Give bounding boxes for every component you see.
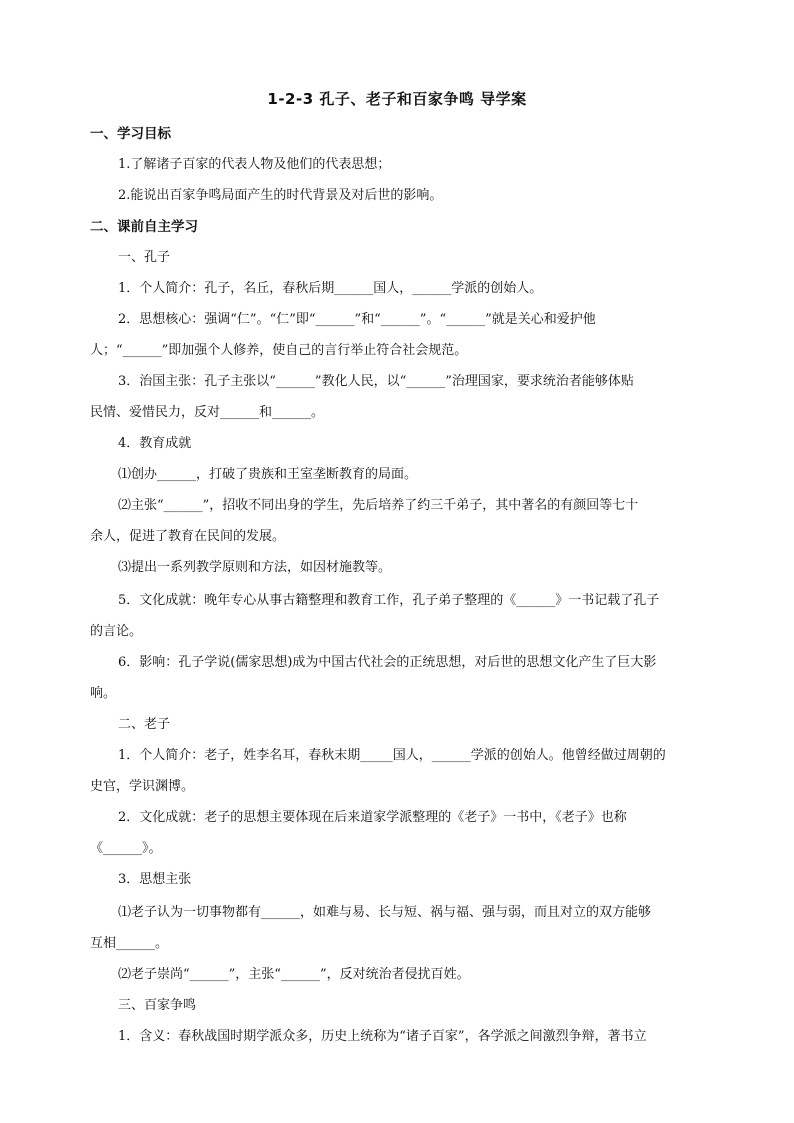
goal-item-2: 2.能说出百家争鸣局面产生的时代背景及对后世的影响。 — [118, 188, 443, 203]
paragraph-line: ⑴老子认为一切事物都有______，如难与易、长与短、祸与福、强与弱，而且对立的双方能够 — [118, 905, 652, 920]
paragraph-line: ⑴创办______，打破了贵族和王室垄断教育的局面。 — [118, 467, 418, 482]
paragraph-line: 的言论。 — [90, 624, 143, 639]
paragraph-line: 1．个人简介：孔子，名丘，春秋后期______国人，______学派的创始人。 — [118, 281, 543, 296]
paragraph-line: 2．文化成就：老子的思想主要体现在后来道家学派整理的《老子》一书中，《老子》也称 — [118, 810, 627, 825]
goal-item-1: 1.了解诸子百家的代表人物及他们的代表思想； — [118, 157, 391, 172]
subheading-hundred-schools: 三、百家争鸣 — [118, 998, 197, 1013]
paragraph-line: ⑵主张“______”，招收不同出身的学生，先后培养了约三千弟子，其中著名的有颜回等七十 — [118, 498, 639, 513]
document-title: 1-2-3 孔子、老子和百家争鸣 导学案 — [267, 90, 527, 108]
subheading-confucius: 一、孔子 — [118, 250, 171, 265]
paragraph-line: 5．文化成就：晚年专心从事古籍整理和教育工作，孔子弟子整理的《______》一书记载了孔子 — [118, 593, 660, 608]
paragraph-line: 3．思想主张 — [118, 872, 192, 887]
paragraph-line: 6．影响：孔子学说(儒家思想)成为中国古代社会的正统思想，对后世的思想文化产生了巨大影 — [118, 655, 657, 670]
paragraph-line: 民情、爱惜民力，反对______和______。 — [90, 405, 325, 420]
section-heading-goals: 一、学习目标 — [90, 126, 171, 142]
subheading-laozi: 二、老子 — [118, 717, 171, 732]
paragraph-line: 1．含义：春秋战国时期学派众多，历史上统称为“诸子百家”，各学派之间激烈争辩，著书立 — [118, 1029, 647, 1044]
paragraph-line: ⑶提出一系列教学原则和方法，如因材施教等。 — [118, 560, 392, 575]
paragraph-line: 响。 — [90, 686, 117, 701]
paragraph-line: 史官，学识渊博。 — [90, 779, 195, 794]
section-heading-prestudy: 二、课前自主学习 — [90, 219, 198, 235]
paragraph-line: ⑵老子崇尚“______”，主张“______”，反对统治者侵扰百姓。 — [118, 967, 470, 982]
paragraph-line: 1．个人简介：老子，姓李名耳，春秋末期_____国人，______学派的创始人。他曾经做过周朝的 — [118, 748, 666, 763]
paragraph-line: 互相______。 — [90, 936, 169, 951]
paragraph-line: 《______》。 — [90, 841, 162, 856]
paragraph-line: 人；“______”即加强个人修养，使自己的言行举止符合社会规范。 — [90, 343, 468, 358]
paragraph-line: 4．教育成就 — [118, 436, 192, 451]
paragraph-line: 余人，促进了教育在民间的发展。 — [90, 529, 286, 544]
paragraph-line: 3．治国主张：孔子主张以“______”教化人民，以“______”治理国家，要求统治者能够体贴 — [118, 374, 634, 389]
paragraph-line: 2．思想核心：强调“仁”。“仁”即“______”和“______”。“______”就是关心和爱护他 — [118, 312, 596, 327]
